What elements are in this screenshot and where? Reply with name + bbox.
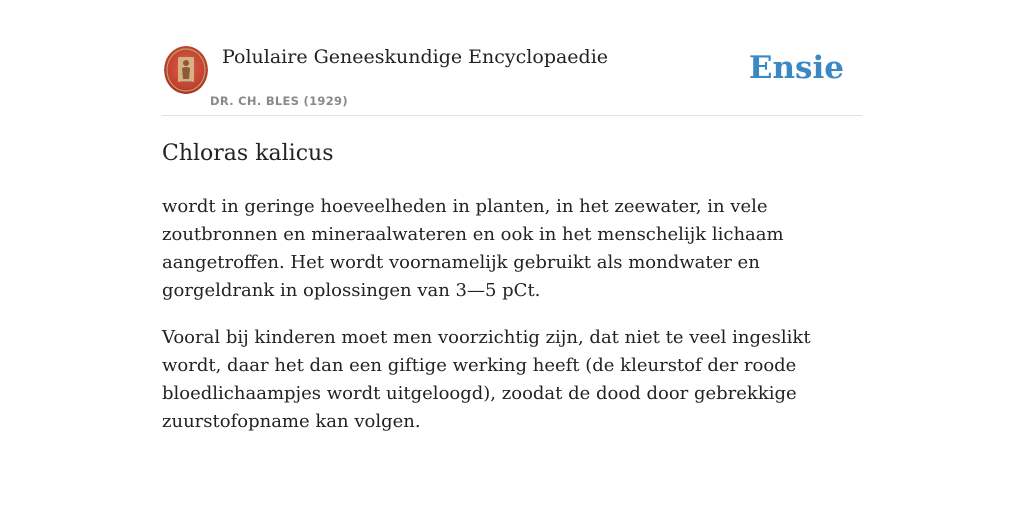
book-title-link[interactable]: Polulaire Geneeskundige Encyclopaedie bbox=[222, 46, 609, 68]
article bbox=[162, 138, 862, 436]
book-cover-icon[interactable] bbox=[164, 46, 208, 94]
article-paragraph: Vooral bij kinderen moet men voorzichtig zijn, dat niet te veel ingeslikt wordt, daar het dan een giftige werking heeft (de kleurstof der roode bloedlichaampjes wordt uitgeloogd), zoodat de dood door gebrekkige zuurstofopname kan volgen. bbox=[162, 327, 811, 432]
article-title: Chloras kalicus bbox=[162, 141, 334, 166]
header bbox=[162, 40, 862, 116]
article-paragraph: wordt in geringe hoeveelheden in planten, in het zeewater, in vele zoutbronnen en mineraalwateren en ook in het menschelijk lichaam aangetroffen. Het wordt voornamelijk gebruikt als mondwater en gorgeldrank in oplossingen van 3—5 pCt. bbox=[162, 196, 784, 301]
ensie-logo[interactable]: Ensie bbox=[748, 50, 844, 86]
book-author: DR. CH. BLES (1929) bbox=[210, 94, 348, 108]
book-cover-image bbox=[164, 46, 208, 94]
